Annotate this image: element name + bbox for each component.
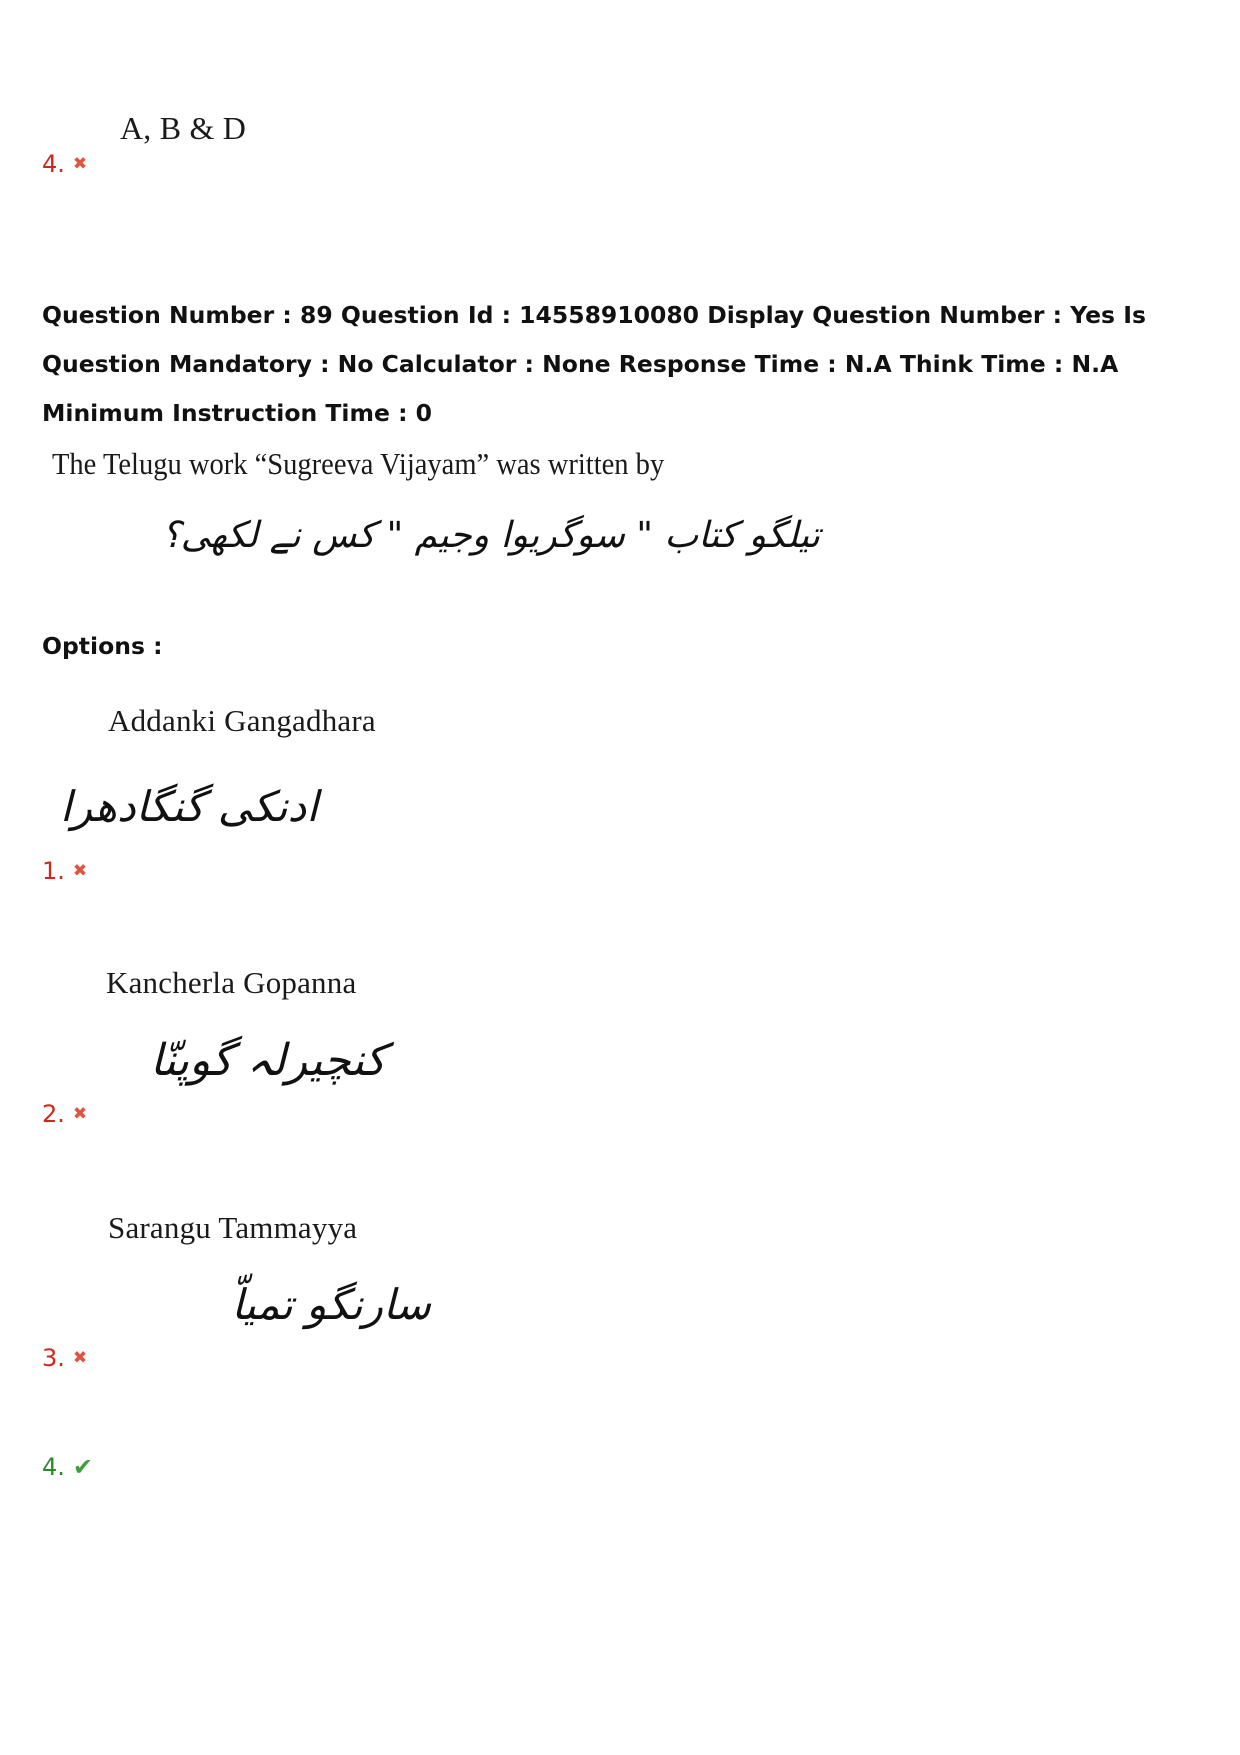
option-3-text-en: Sarangu Tammayya bbox=[108, 1210, 358, 1245]
cross-icon: ✖ bbox=[72, 860, 88, 881]
option-3-label: 3. bbox=[42, 1344, 65, 1372]
prev-option-4-text: A, B & D bbox=[120, 110, 247, 146]
option-1-number[interactable] bbox=[42, 857, 87, 885]
check-icon: ✔ bbox=[72, 1453, 94, 1481]
question-text-ur: تیلگو کتاب " سوگریوا وجیم " کس نے لکھی؟ bbox=[161, 515, 820, 556]
option-3-text-ur: سارنگو تمیاّ bbox=[231, 1280, 431, 1329]
option-1-label: 1. bbox=[42, 857, 65, 885]
option-2-label: 2. bbox=[42, 1100, 65, 1128]
question-text-en: The Telugu work “Sugreeva Vijayam” was written by bbox=[52, 446, 665, 481]
prev-option-4-number bbox=[42, 150, 87, 178]
option-2-number[interactable] bbox=[42, 1100, 87, 1128]
option-2-text-ur: کنچیرلہ گوپنّا bbox=[150, 1035, 386, 1086]
option-1-text-en: Addanki Gangadhara bbox=[108, 703, 376, 738]
question-meta: Question Number : 89 Question Id : 14558910080 Display Question Number : Yes Is Question Mandatory : No Calculator : None Response Time : N.A Think Time : N.A Minimum Instruction Time : 0 bbox=[42, 301, 1146, 427]
option-4-label: 4. bbox=[42, 1453, 65, 1481]
cross-icon: ✖ bbox=[72, 1347, 88, 1368]
cross-icon: ✖ bbox=[72, 153, 88, 174]
option-1-text-ur: ادنکی گنگادھرا bbox=[60, 782, 318, 831]
option-3-number[interactable] bbox=[42, 1344, 87, 1372]
cross-icon: ✖ bbox=[72, 1103, 88, 1124]
prev-option-4-label: 4. bbox=[42, 150, 65, 178]
option-2-text-en: Kancherla Gopanna bbox=[106, 965, 357, 1000]
option-4-number[interactable] bbox=[42, 1453, 93, 1481]
options-label: Options : bbox=[42, 632, 163, 660]
